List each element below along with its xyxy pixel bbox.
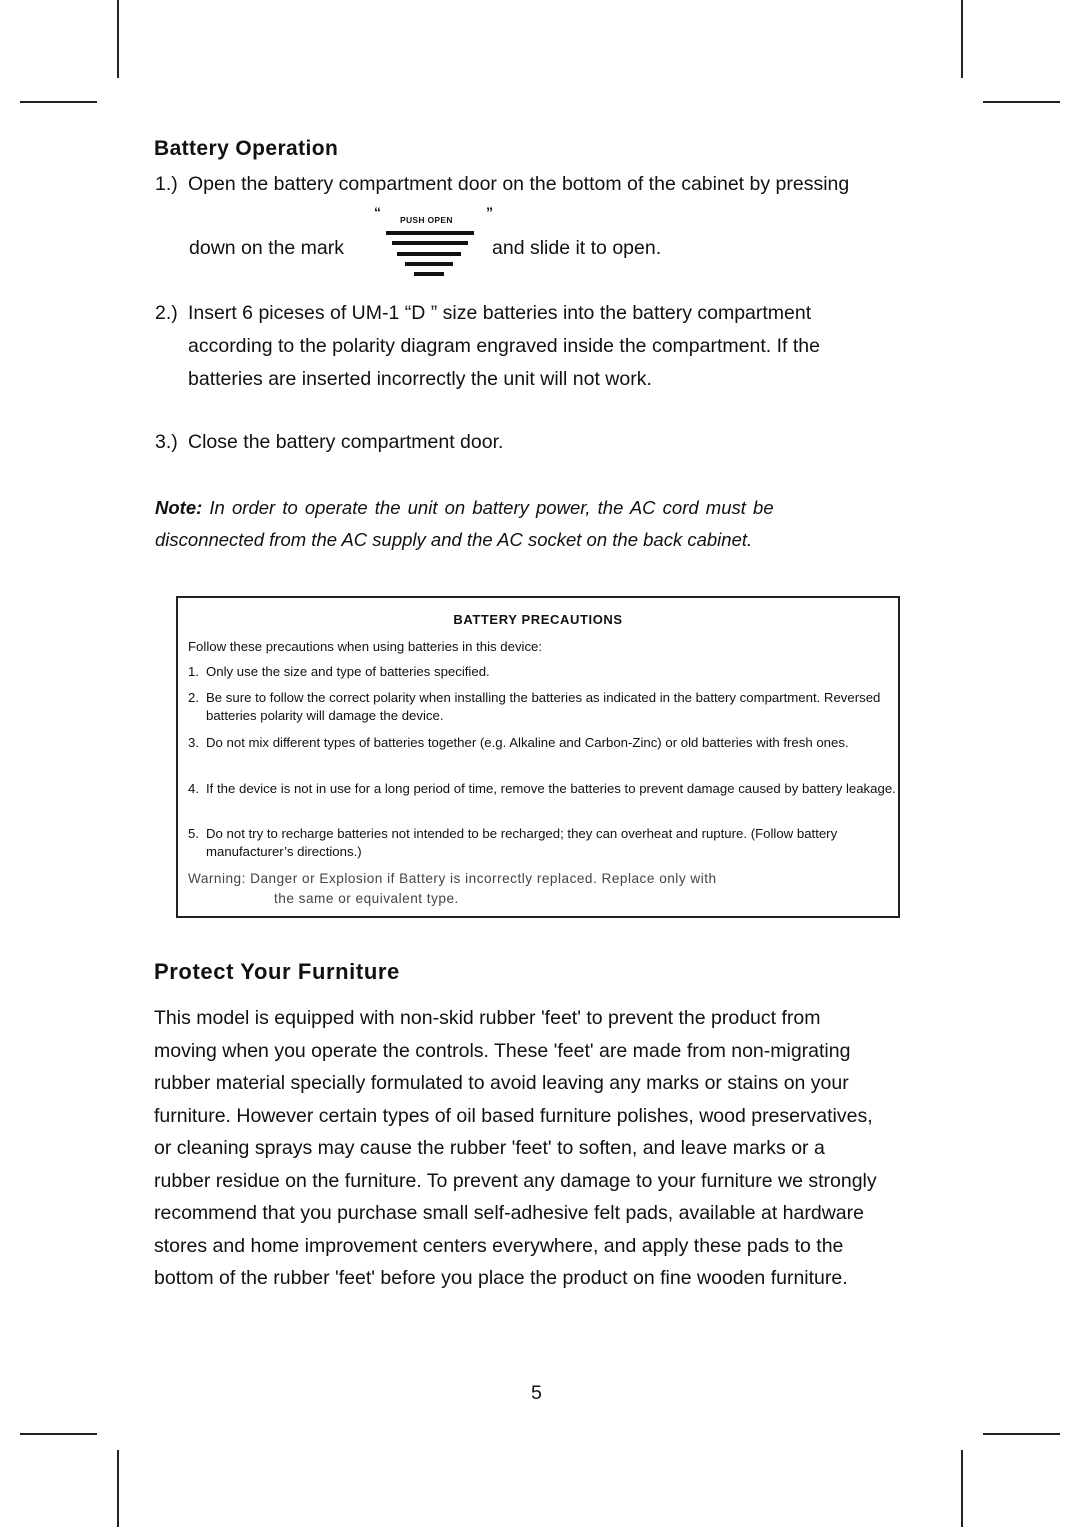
crop-mark-top-right-horizontal — [983, 101, 1060, 103]
precaution-text: Do not try to recharge batteries not intended to be recharged; they can overheat and rupture. (Follow battery manufacturer’s directions.) — [206, 826, 838, 859]
crop-mark-top-right-vertical — [961, 0, 963, 78]
note-line-1 — [155, 492, 920, 524]
step1-text: Open the battery compartment door on the bottom of the cabinet by pressing — [188, 173, 850, 195]
battery-operation-heading: Battery Operation — [154, 137, 339, 160]
mark-bar — [405, 262, 453, 266]
note-text-1: In order to operate the unit on battery power, the AC cord must be — [209, 497, 774, 518]
step3-text: Close the battery compartment door. — [188, 431, 504, 453]
furniture-line: furniture. However certain types of oil based furniture polishes, wood preservatives, — [154, 1104, 873, 1127]
furniture-line: moving when you operate the controls. These 'feet' are made from non-migrating — [154, 1039, 851, 1062]
step2-line-1: Insert 6 piceses of UM-1 “D ” size batteries into the battery compartment — [188, 302, 812, 324]
precaution-number: 3. — [188, 735, 199, 750]
furniture-heading: Protect Your Furniture — [154, 959, 400, 984]
note-line-2: disconnected from the AC supply and the AC socket on the back cabinet. — [155, 529, 753, 550]
mark-bar — [386, 231, 474, 235]
mark-bar — [392, 241, 468, 245]
precautions-intro: Follow these precautions when using batteries in this device: — [188, 639, 543, 654]
precaution-number: 1. — [188, 664, 199, 679]
step2-line-2: according to the polarity diagram engraved inside the compartment. If the — [188, 335, 820, 357]
step3-number: 3.) — [155, 431, 178, 453]
battery-precautions-title: BATTERY PRECAUTIONS — [453, 612, 623, 627]
battery-warning — [188, 869, 894, 909]
precaution-text: Do not mix different types of batteries together (e.g. Alkaline and Carbon-Zinc) or old batteries with fresh ones. — [206, 735, 849, 750]
precaution-item — [188, 825, 896, 861]
crop-mark-top-left-vertical — [117, 0, 119, 78]
push-open-mark-icon — [372, 204, 502, 280]
precaution-item — [188, 734, 896, 752]
furniture-line: recommend that you purchase small self-adhesive felt pads, available at hardware — [154, 1202, 864, 1224]
mark-open-quote: “ — [374, 204, 381, 220]
mark-label: PUSH OPEN — [400, 215, 453, 225]
warning-line-2: the same or equivalent type. — [274, 891, 459, 906]
step1-continued-before: down on the mark — [189, 237, 345, 259]
precaution-text: Only use the size and type of batteries specified. — [206, 664, 490, 679]
crop-mark-bottom-left-vertical — [117, 1450, 119, 1527]
precaution-number: 4. — [188, 781, 199, 796]
furniture-line: stores and home improvement centers everywhere, and apply these pads to the — [154, 1234, 844, 1257]
note-label: Note: — [155, 497, 203, 518]
furniture-paragraph — [154, 1002, 924, 1295]
mark-bar — [414, 272, 444, 276]
precaution-item — [188, 689, 896, 725]
crop-mark-bottom-left-horizontal — [20, 1433, 97, 1435]
furniture-line: bottom of the rubber 'feet' before you place the product on fine wooden furniture. — [154, 1267, 848, 1289]
precaution-text: Be sure to follow the correct polarity when installing the batteries as indicated in the battery compartment. Reversed batteries polarity will damage the device. — [206, 690, 881, 723]
precaution-number: 5. — [188, 826, 199, 841]
furniture-line: rubber material specially formulated to avoid leaving any marks or stains on your — [154, 1072, 849, 1094]
page-number: 5 — [531, 1382, 542, 1404]
precaution-item — [188, 780, 896, 798]
step1-number: 1.) — [155, 173, 178, 195]
precaution-number: 2. — [188, 690, 199, 705]
furniture-line: rubber residue on the furniture. To prevent any damage to your furniture we strongly — [154, 1169, 877, 1192]
step1-continued-after: and slide it to open. — [492, 237, 662, 259]
precaution-item — [188, 663, 896, 681]
precaution-text: If the device is not in use for a long period of time, remove the batteries to prevent damage caused by battery leakage. — [206, 781, 896, 796]
battery-precautions-box — [176, 596, 900, 918]
furniture-line: This model is equipped with non-skid rubber 'feet' to prevent the product from — [154, 1007, 821, 1029]
crop-mark-bottom-right-vertical — [961, 1450, 963, 1527]
crop-mark-bottom-right-horizontal — [983, 1433, 1060, 1435]
crop-mark-top-left-horizontal — [20, 101, 97, 103]
mark-bar — [397, 252, 461, 256]
mark-close-quote: ” — [486, 204, 493, 220]
step2-line-3: batteries are inserted incorrectly the unit will not work. — [188, 368, 652, 390]
furniture-line: or cleaning sprays may cause the rubber 'feet' to soften, and leave marks or a — [154, 1137, 825, 1159]
step2-number: 2.) — [155, 302, 178, 324]
warning-line-1: Warning: Danger or Explosion if Battery is incorrectly replaced. Replace only with — [188, 871, 717, 886]
